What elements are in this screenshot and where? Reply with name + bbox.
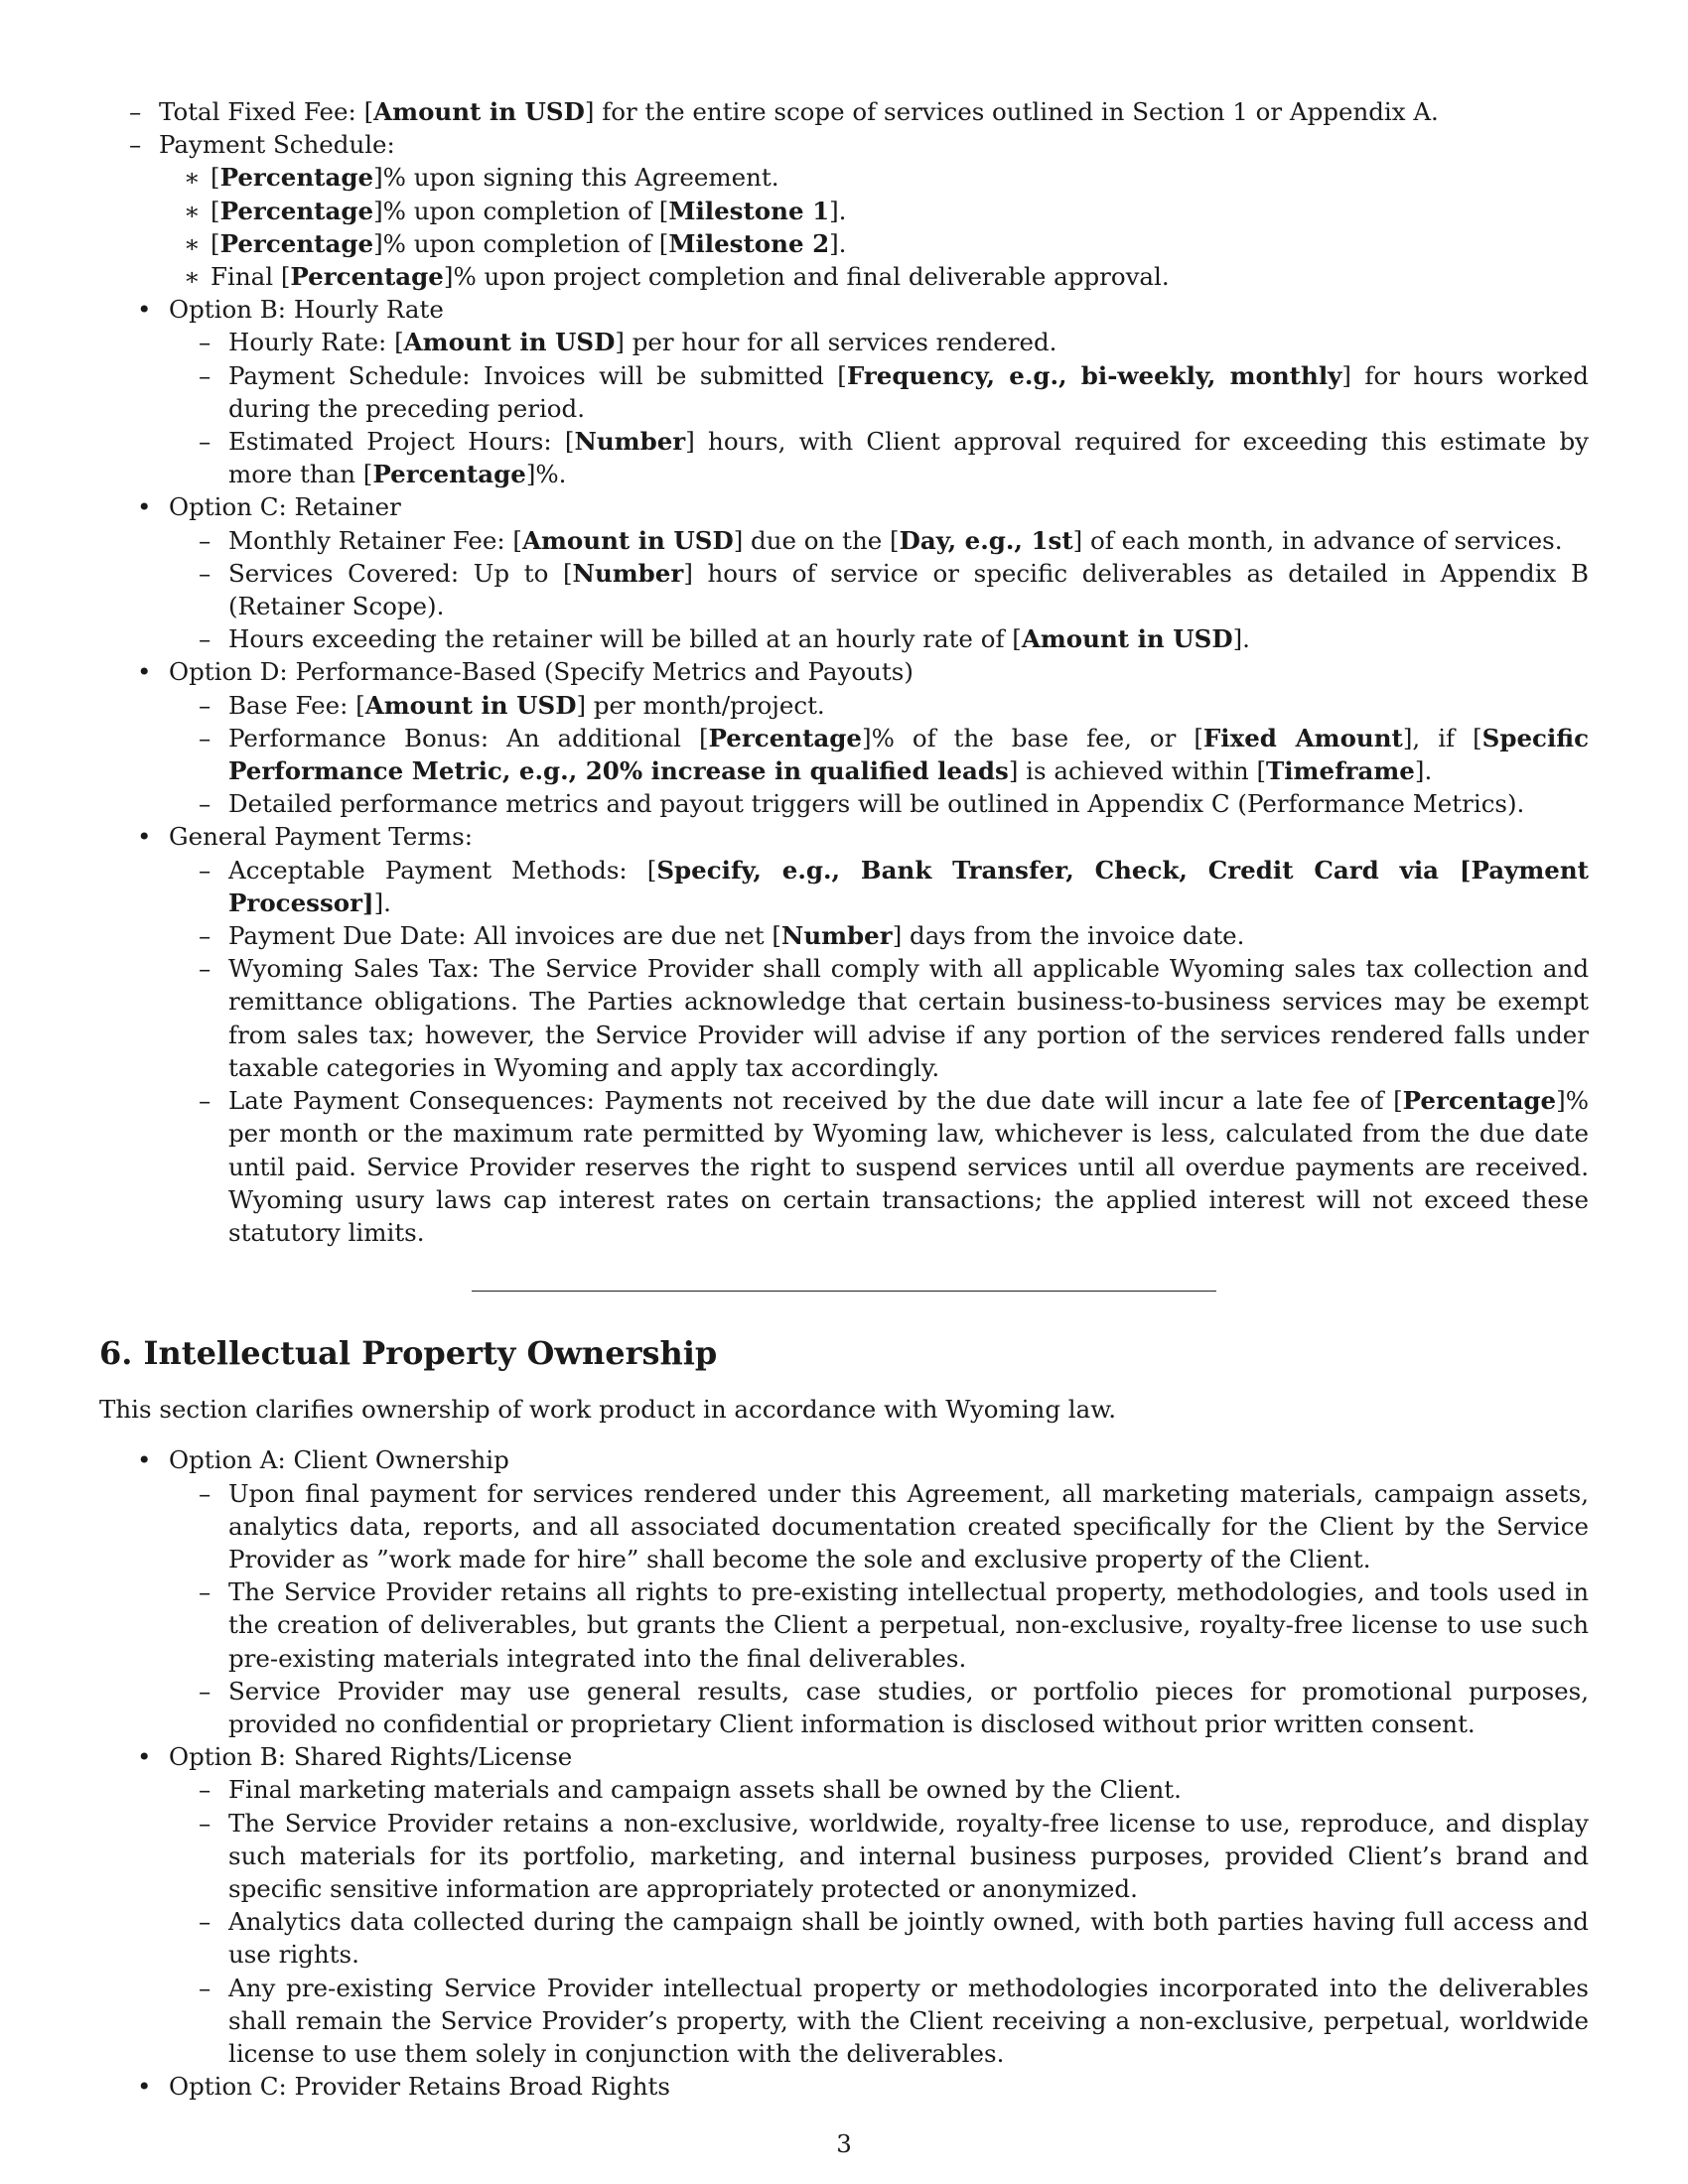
list-item: – Payment Due Date: All invoices are due net [Number] days from the invoice date. [169,919,1589,952]
option-label: Option C: Provider Retains Broad Rights [169,2072,670,2102]
list-item: – Payment Schedule: Invoices will be submitted [Frequency, e.g., bi-weekly, monthly] for hours worked during the preceding period. [169,359,1589,425]
list-item: – Performance Bonus: An additional [Percentage]% of the base fee, or [Fixed Amount], if [Specific Performance Metric, e.g., 20% increase in qualified leads] is achieved within [Timeframe]. [169,722,1589,787]
list-item: – Hourly Rate: [Amount in USD] per hour for all services rendered. [169,326,1589,358]
placeholder-term: Percentage [290,262,444,292]
option-label: General Payment Terms: [169,822,473,852]
section-heading: 6. Intellectual Property Ownership [99,1334,718,1373]
section-intro: This section clarifies ownership of work product in accordance with Wyoming law. [99,1395,1117,1425]
list-item: – Base Fee: [Amount in USD] per month/project. [169,689,1589,722]
ip-option-b-items [169,1773,1589,2070]
list-item: ∗ [Percentage]% upon completion of [Milestone 1]. [159,195,1589,227]
placeholder-term: Day, e.g., 1st [899,525,1073,555]
option-label: Option C: Retainer [169,492,401,522]
option-label: Option B: Hourly Rate [169,295,444,325]
ip-option-a-items [169,1477,1589,1741]
page-number: 3 [836,2129,852,2158]
placeholder-term: Amount in USD [1021,624,1233,654]
placeholder-term: Amount in USD [521,525,734,555]
option-b-items [169,326,1589,490]
list-item: – Upon final payment for services rendered under this Agreement, all marketing materials, campaign assets, analytics data, reports, and all associated documentation created specifically for the Client by the Service Provider as ”work made for hire” shall become the sole and exclusive property of the Client. [169,1477,1589,1576]
option-label: Option A: Client Ownership [169,1445,509,1475]
placeholder-term: Number [572,558,684,588]
list-item: – Monthly Retainer Fee: [Amount in USD] due on the [Day, e.g., 1st] of each month, in advance of services. [169,524,1589,557]
placeholder-term: Percentage [219,228,374,258]
placeholder-term: Fixed Amount [1202,723,1403,752]
list-item: – Detailed performance metrics and payout triggers will be outlined in Appendix C (Performance Metrics). [169,787,1589,820]
option-c-items [169,524,1589,656]
placeholder-term: Amount in USD [403,328,616,357]
placeholder-term: Timeframe [1266,756,1415,786]
placeholder-term: Specific Performance Metric, e.g., 20% increase in qualified leads [228,723,1590,786]
option-b-shared-rights [99,1740,1589,2070]
list-item: ∗ Final [Percentage]% upon project completion and final deliverable approval. [159,260,1589,293]
placeholder-term: Amount in USD [373,97,585,126]
document-page [99,95,1589,2103]
list-item: – Service Provider may use general results, case studies, or portfolio pieces for promotional purposes, provided no confidential or proprietary Client information is disclosed without prior written consent. [169,1675,1589,1740]
option-d-items [169,689,1589,821]
payment-schedule-list [159,161,1589,293]
placeholder-term: Milestone 2 [668,228,830,258]
placeholder-term: Frequency, e.g., bi-weekly, monthly [846,360,1342,390]
list-item [99,128,1589,293]
payment-options-list [99,293,1589,1249]
option-label: Option B: Shared Rights/License [169,1742,573,1772]
option-a-client-ownership [99,1443,1589,1740]
list-item: ∗ [Percentage]% upon signing this Agreement. [159,161,1589,194]
placeholder-term: Percentage [708,723,863,752]
section-divider [472,1291,1216,1292]
list-item: – The Service Provider retains all rights to pre-existing intellectual property, methodologies, and tools used in the creation of deliverables, but grants the Client a perpetual, non-exclusive, royalty-free license to use such pre-existing materials integrated into the final deliverables. [169,1575,1589,1675]
option-d-performance [99,655,1589,820]
general-payment-terms [99,820,1589,1249]
option-b-hourly [99,293,1589,490]
option-c-provider-rights [99,2070,1589,2103]
list-item: – Any pre-existing Service Provider intellectual property or methodologies incorporated into the deliverables shall remain the Service Provider’s property, with the Client receiving a non-exclusive, perpetual, worldwide license to use them solely in conjunction with the deliverables. [169,1972,1589,2071]
list-item: – Analytics data collected during the campaign shall be jointly owned, with both parties having full access and use rights. [169,1905,1589,1971]
placeholder-term: Specify, e.g., Bank Transfer, Check, Credit Card via [Payment Processor] [228,855,1589,917]
placeholder-term: Milestone 1 [668,196,830,225]
list-item: – Hours exceeding the retainer will be billed at an hourly rate of [Amount in USD]. [169,622,1589,655]
option-c-retainer [99,490,1589,655]
general-terms-items [169,854,1589,1249]
placeholder-term: Number [574,427,686,457]
ip-options-list [99,1443,1589,2103]
placeholder-term: Number [780,921,893,951]
list-item: – Final marketing materials and campaign assets shall be owned by the Client. [169,1773,1589,1806]
list-item: – The Service Provider retains a non-exclusive, worldwide, royalty-free license to use, reproduce, and display such materials for its portfolio, marketing, and internal business purposes, provided Client’s brand and specific sensitive information are appropriately protected or anonymized. [169,1807,1589,1906]
placeholder-term: Percentage [1402,1086,1557,1116]
list-item: – Acceptable Payment Methods: [Specify, e.g., Bank Transfer, Check, Credit Card via [Payment Processor]]. [169,854,1589,919]
placeholder-term: Percentage [219,196,374,225]
list-item: – Total Fixed Fee: [Amount in USD] for the entire scope of services outlined in Section 1 or Appendix A. [99,95,1589,128]
list-item: – Wyoming Sales Tax: The Service Provider shall comply with all applicable Wyoming sales tax collection and remittance obligations. The Parties acknowledge that certain business-to-business services may be exempt from sales tax; however, the Service Provider will advise if any portion of the services rendered falls under taxable categories in Wyoming and apply tax accordingly. [169,952,1589,1084]
schedule-label: Payment Schedule: [159,130,395,160]
list-item: – Services Covered: Up to [Number] hours of service or specific deliverables as detailed in Appendix B (Retainer Scope). [169,557,1589,622]
placeholder-term: Percentage [219,163,374,193]
fixed-fee-list [99,95,1589,293]
option-label: Option D: Performance-Based (Specify Metrics and Payouts) [169,657,914,687]
placeholder-term: Amount in USD [364,690,577,720]
list-item: – Late Payment Consequences: Payments not received by the due date will incur a late fee of [Percentage]% per month or the maximum rate permitted by Wyoming law, whichever is less, calculated from the due date until paid. Service Provider reserves the right to suspend services until all overdue payments are received. Wyoming usury laws cap interest rates on certain transactions; the applied interest will not exceed these statutory limits. [169,1084,1589,1249]
list-item: ∗ [Percentage]% upon completion of [Milestone 2]. [159,227,1589,260]
list-item: – Estimated Project Hours: [Number] hours, with Client approval required for exceeding this estimate by more than [Percentage]%. [169,425,1589,490]
placeholder-term: Percentage [372,460,526,489]
